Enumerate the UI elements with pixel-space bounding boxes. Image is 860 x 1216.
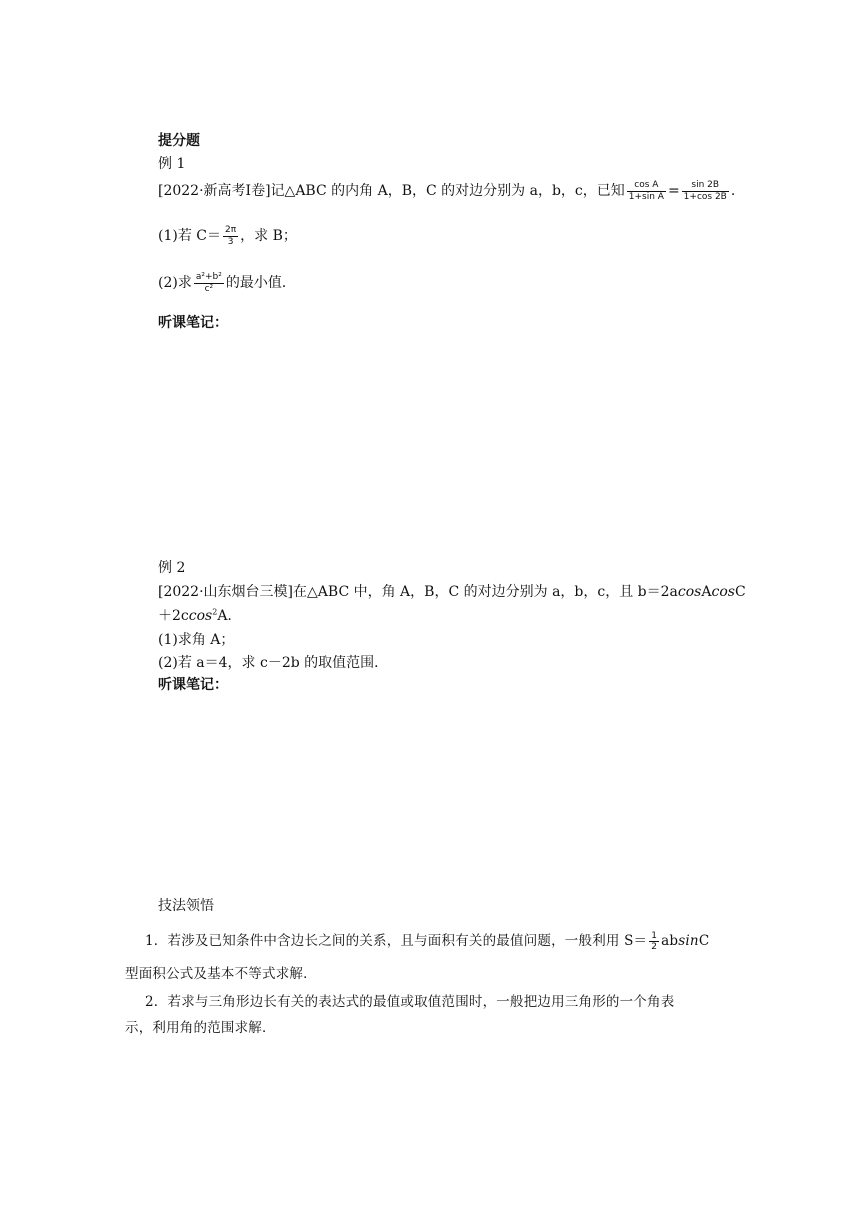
technique-p1-text: 1．若涉及已知条件中含边长之间的关系，且与面积有关的最值问题，一般利用 S＝ (145, 933, 648, 949)
example-1-stem (158, 180, 735, 202)
technique-paragraph-2-line-1: 2．若求与三角形边长有关的表达式的最值或取值范围时，一般把边用三角形的一个角表 (145, 994, 675, 1010)
example-2-q1: (1)求角 A； (158, 632, 235, 648)
angle-C: C (734, 584, 746, 600)
q1-prefix: (1)若 C＝ (158, 228, 221, 244)
technique-paragraph-1-line-2: 型面积公式及基本不等式求解． (125, 966, 317, 982)
line2-prefix: ＋2c (158, 608, 189, 624)
example-2-q2: (2)若 a＝4，求 c－2b 的取值范围． (158, 655, 389, 671)
sin-term: sin (678, 933, 699, 949)
q2-suffix: 的最小值． (225, 275, 296, 291)
example-2-source: [2022·山东烟台三模] (158, 584, 294, 600)
line2-suffix: A. (217, 608, 232, 624)
cos-term-2: cos (711, 584, 735, 600)
cos-term-3: cos (188, 608, 213, 624)
technique-title: 技法领悟 (158, 898, 214, 914)
cos-term-1: cos (677, 584, 702, 600)
example-2-line1 (158, 581, 746, 601)
example-2-notes-label: 听课笔记： (158, 677, 228, 693)
q1-suffix: ，求 B； (240, 228, 297, 244)
example-2-label: 例 2 (158, 560, 186, 576)
fraction-one-half: $\frac{1}{2}$ (651, 930, 658, 952)
fraction-a2b2-c2: $\frac{\text{a²+b²}}{\text{c²}}$ (195, 272, 222, 294)
angle-A: A (701, 584, 712, 600)
fraction-2pi-3: $\frac{2\pi}{3}$ (225, 225, 237, 247)
example-1-q1 (158, 225, 297, 247)
square-exponent: 2 (212, 607, 218, 617)
example-1-source: [2022·新高考Ⅰ卷] (158, 183, 271, 199)
example-1-q2 (158, 272, 296, 294)
q2-prefix: (2)求 (158, 275, 192, 291)
angle-C-term: C (698, 933, 710, 949)
period: . (730, 183, 736, 199)
example-2-line2 (158, 605, 232, 625)
ab-term: ab (661, 933, 679, 949)
technique-paragraph-2-line-2: 示，利用角的范围求解． (125, 1020, 276, 1036)
technique-paragraph-1-line-1 (145, 929, 709, 952)
fraction-cosA: $\frac{\text{cos A}}{\text{1+sin A}}$ (628, 180, 664, 202)
section-title: 提分题 (158, 133, 200, 149)
fraction-sin2B: $\frac{\sin 2B}{1+\cos 2B}$ (683, 180, 727, 202)
example-2-text: 在△ABC 中，角 A，B，C 的对边分别为 a，b，c，且 b＝2a (293, 584, 678, 600)
example-1-label: 例 1 (158, 156, 186, 172)
example-1-notes-label: 听课笔记： (158, 315, 228, 331)
example-1-stem-text: 记△ABC 的内角 A，B，C 的对边分别为 a，b，c，已知 (270, 183, 625, 199)
equals-sign: = (667, 183, 680, 199)
